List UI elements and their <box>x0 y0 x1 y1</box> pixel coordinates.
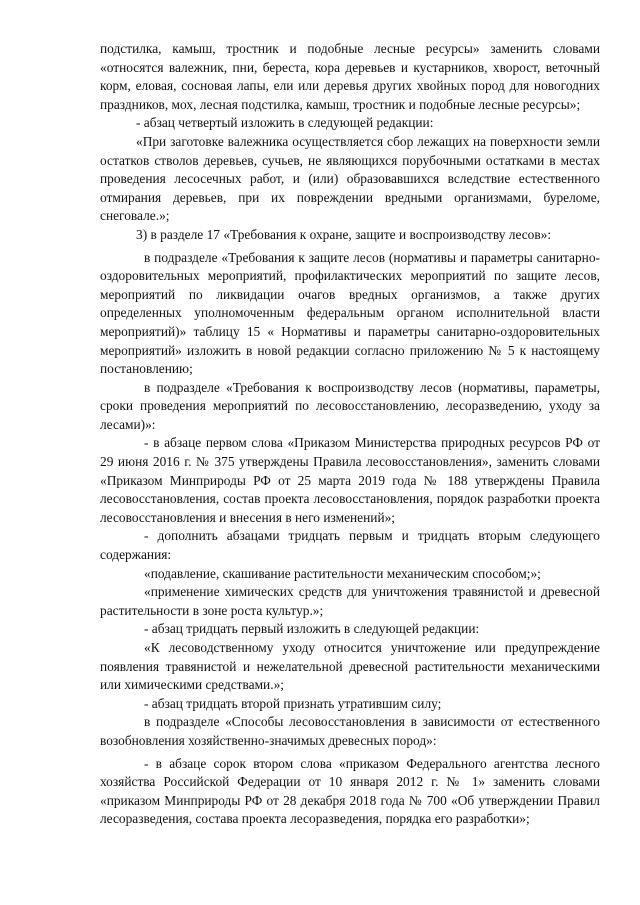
paragraph-podavlenie: «подавление, скашивание растительности механическим способом;»; <box>144 565 541 581</box>
paragraph-lesovodstvennyi-uhod: «К лесоводственному уходу относится уничтожение или предупреждение появления травянистой и нежелательной древесной растительности механическими или химическими средствами.»; <box>100 640 600 693</box>
paragraph-vosproizvodstvo: в подразделе «Требования к воспроизводству лесов (нормативы, параметры, сроки проведения мероприятий по лесовосстановлению, лесоразведению, уходу за лесами)»: <box>100 379 600 432</box>
paragraph-abzac-31: - абзац тридцать первый изложить в следующей редакции: <box>144 621 480 637</box>
paragraph-dopolnit: - дополнить абзацами тридцать первым и тридцать вторым следующего содержания: <box>100 528 600 563</box>
paragraph-abzac-pervyi: - в абзаце первом слова «Приказом Министерства природных ресурсов РФ от 29 июня 2016 г. № 375 утверждены Правила лесовосстановления», заменить словами «Приказом Минприроды РФ от 25 марта 2019 года № 188 утверждены Правила лесовосстановления, состав проекта лесовосстановления, порядок разработки проекта лесовосстановления и внесения в него изменений»; <box>100 435 600 525</box>
paragraph-abzac-32: - абзац тридцать второй признать утратившим силу; <box>144 695 442 711</box>
paragraph-himicheskie: «применение химических средств для уничтожения травянистой и древесной растительности в зоне роста культур.»; <box>100 584 600 618</box>
paragraph-section-17: 3) в разделе 17 «Требования к охране, защите и воспроизводству лесов»: <box>136 226 552 242</box>
paragraph-abzac-chetvertyi: - абзац четвертый изложить в следующей редакции: <box>136 115 434 131</box>
paragraph-zashita-lesov: в подразделе «Требования к защите лесов (нормативы и параметры санитарно-оздоровительных мероприятий, профилактических мероприятий по защите лесов, мероприятий по ликвидации очагов вредных организмов, а также других определенных уполномоченным федеральным органом исполнительной власти мероприятий)» таблицу 15 « Нормативы и параметры санитарно-оздоровительных мероприятий» изложить в новой редакции согласно приложению № 5 к настоящему постановлению; <box>100 249 600 377</box>
paragraph-continuation: подстилка, камыш, тростник и подобные лесные ресурсы» заменить словами «относятся валежник, пни, береста, кора деревьев и кустарников, хворост, веточный корм, еловая, сосновая лапы, ели или деревья других хвойных пород для новогодних праздников, мох, лесная подстилка, камыш, тростник и подобные лесные ресурсы»; <box>100 41 600 112</box>
paragraph-abzac-42: - в абзаце сорок втором слова «приказом Федерального агентства лесного хозяйства Российской Федерации от 10 января 2012 г. № 1» заменить словами «приказом Минприроды РФ от 28 декабря 2018 года № 700 «Об утверждении Правил лесоразведения, состава проекта лесоразведения, порядка его разработки»; <box>100 755 600 827</box>
paragraph-sposoby: в подразделе «Способы лесовосстановления в зависимости от естественного возобновления хозяйственно-значимых древесных пород»: <box>100 714 600 748</box>
paragraph-valezhnik-quote: «При заготовке валежника осуществляется сбор лежащих на поверхности земли остатков стволов деревьев, сучьев, не являющихся порубочными остатками в местах проведения лесосечных работ, и (или) образовавшихся вследствие естественного отмирания деревьев, при их повреждении вредными организмами, буреломе, снеговале.»; <box>100 133 600 224</box>
